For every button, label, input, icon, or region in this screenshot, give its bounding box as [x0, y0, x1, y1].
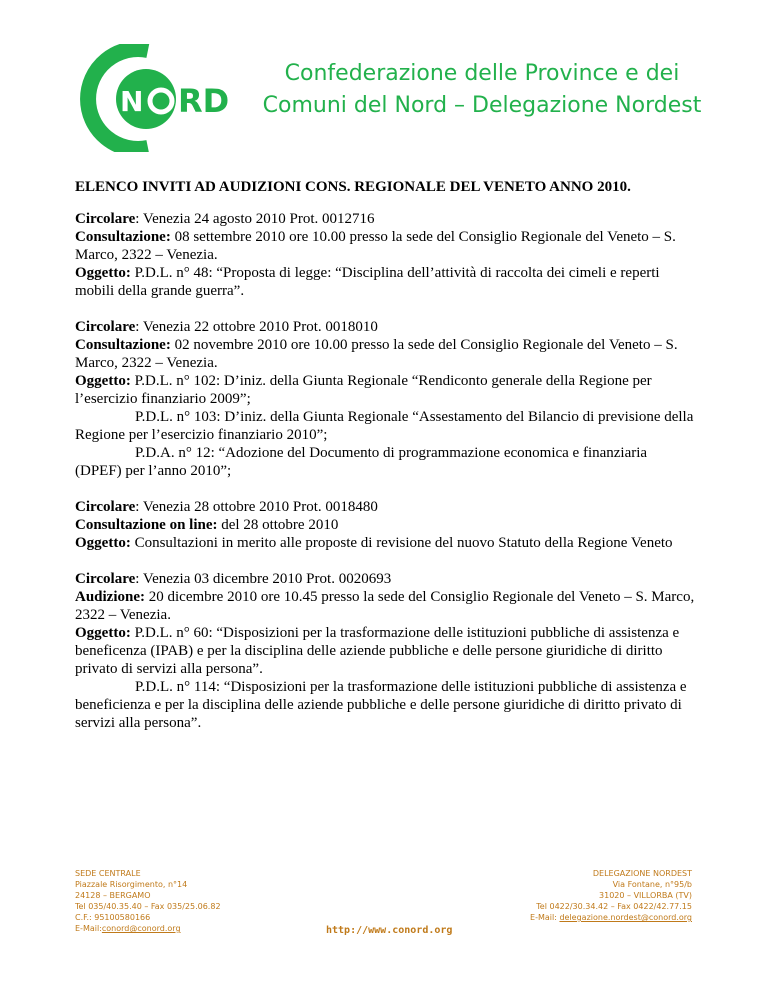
consultazione-label: Consultazione:	[75, 337, 171, 353]
consultazione-text: del 28 ottobre 2010	[217, 517, 339, 533]
consultazione-label: Consultazione on line:	[75, 517, 218, 533]
footer-left-line: 24128 – BERGAMO	[75, 891, 151, 900]
footer-sede-centrale	[75, 868, 221, 934]
circolare-label: Circolare	[75, 211, 136, 227]
oggetto-extra-1: P.D.L. n° 114: “Disposizioni per la trasformazione delle istituzioni pubbliche di assistenza e beneficienza e per la disciplina delle aziende pubbliche e delle persone giuridiche di diritto privato di servizi alla persona”.	[75, 679, 687, 731]
footer-right-line: DELEGAZIONE NORDEST	[592, 869, 692, 878]
conord-logo	[78, 44, 243, 152]
oggetto-label: Oggetto:	[75, 265, 131, 281]
circolare-label: Circolare	[75, 571, 136, 587]
footer-email-link[interactable]: delegazione.nordest@conord.org	[559, 913, 692, 922]
oggetto-text: P.D.L. n° 60: “Disposizioni per la trasformazione delle istituzioni pubbliche di assistenza e beneficenza (IPAB) e per la disciplina delle aziende pubbliche e delle persone giuridiche di diritto privato di servizi alla persona”.	[75, 625, 680, 677]
document-body	[75, 178, 695, 750]
footer-right-line: Via Fontane, n°95/b	[612, 880, 692, 889]
document-heading: ELENCO INVITI AD AUDIZIONI CONS. REGIONALE DEL VENETO ANNO 2010.	[75, 179, 631, 195]
oggetto-label: Oggetto:	[75, 373, 131, 389]
circolare-label: Circolare	[75, 319, 136, 335]
footer-left-line: SEDE CENTRALE	[75, 869, 141, 878]
footer-left-line: Tel 035/40.35.40 – Fax 035/25.06.82	[75, 902, 221, 911]
circolare-text: : Venezia 03 dicembre 2010 Prot. 0020693	[135, 571, 392, 587]
footer-email-label: E-Mail:	[75, 924, 102, 933]
oggetto-label: Oggetto:	[75, 625, 131, 641]
oggetto-text: P.D.L. n° 102: D’iniz. della Giunta Regionale “Rendiconto generale della Regione per l’esercizio finanziario 2009”;	[75, 373, 652, 407]
oggetto-text: P.D.L. n° 48: “Proposta di legge: “Disciplina dell’attività di raccolta dei cimeli e reperti mobili della grande guerra”.	[75, 265, 660, 299]
consultazione-label: Consultazione:	[75, 229, 171, 245]
footer-email-link[interactable]: conord@conord.org	[101, 924, 181, 933]
title-line-1: Confederazione delle Province e dei	[284, 61, 680, 86]
audizione-label: Audizione:	[75, 589, 146, 605]
circolare-label: Circolare	[75, 499, 136, 515]
oggetto-extra-2: P.D.A. n° 12: “Adozione del Documento di programmazione economica e finanziaria (DPEF) per l’anno 2010”;	[75, 445, 648, 479]
footer-delegazione-nordest	[530, 868, 692, 923]
oggetto-text: Consultazioni in merito alle proposte di revisione del nuovo Statuto della Regione Veneto	[130, 535, 673, 551]
oggetto-label: Oggetto:	[75, 535, 131, 551]
svg-text:RD: RD	[178, 82, 230, 120]
invite-block-3	[75, 498, 695, 552]
circolare-text: : Venezia 24 agosto 2010 Prot. 0012716	[135, 211, 375, 227]
svg-text:N: N	[120, 85, 144, 118]
invite-block-2	[75, 318, 695, 480]
footer-email-label: E-Mail:	[530, 913, 557, 922]
invite-block-1	[75, 210, 695, 300]
circolare-text: : Venezia 28 ottobre 2010 Prot. 0018480	[135, 499, 378, 515]
footer-left-line: C.F.: 95100580166	[75, 913, 151, 922]
footer-right-line: Tel 0422/30.34.42 – Fax 0422/42.77.15	[536, 902, 692, 911]
title-line-2: Comuni del Nord – Delegazione Nordest	[262, 93, 702, 118]
organization-title	[262, 58, 702, 122]
audizione-text: 20 dicembre 2010 ore 10.45 presso la sede del Consiglio Regionale del Veneto – S. Marco, 2322 – Venezia.	[75, 589, 695, 623]
footer-website-link[interactable]: http://www.conord.org	[326, 925, 453, 936]
consultazione-text: 08 settembre 2010 ore 10.00 presso la sede del Consiglio Regionale del Veneto – S. Marco, 2322 – Venezia.	[75, 229, 676, 263]
consultazione-text: 02 novembre 2010 ore 10.00 presso la sede del Consiglio Regionale del Veneto – S. Marco, 2322 – Venezia.	[75, 337, 678, 371]
oggetto-extra-1: P.D.L. n° 103: D’iniz. della Giunta Regionale “Assestamento del Bilancio di previsione della Regione per l’esercizio finanziario 2010”;	[75, 409, 694, 443]
footer-left-line: Piazzale Risorgimento, n°14	[75, 880, 188, 889]
invite-block-4	[75, 570, 695, 732]
circolare-text: : Venezia 22 ottobre 2010 Prot. 0018010	[135, 319, 378, 335]
footer-right-line: 31020 – VILLORBA (TV)	[599, 891, 692, 900]
